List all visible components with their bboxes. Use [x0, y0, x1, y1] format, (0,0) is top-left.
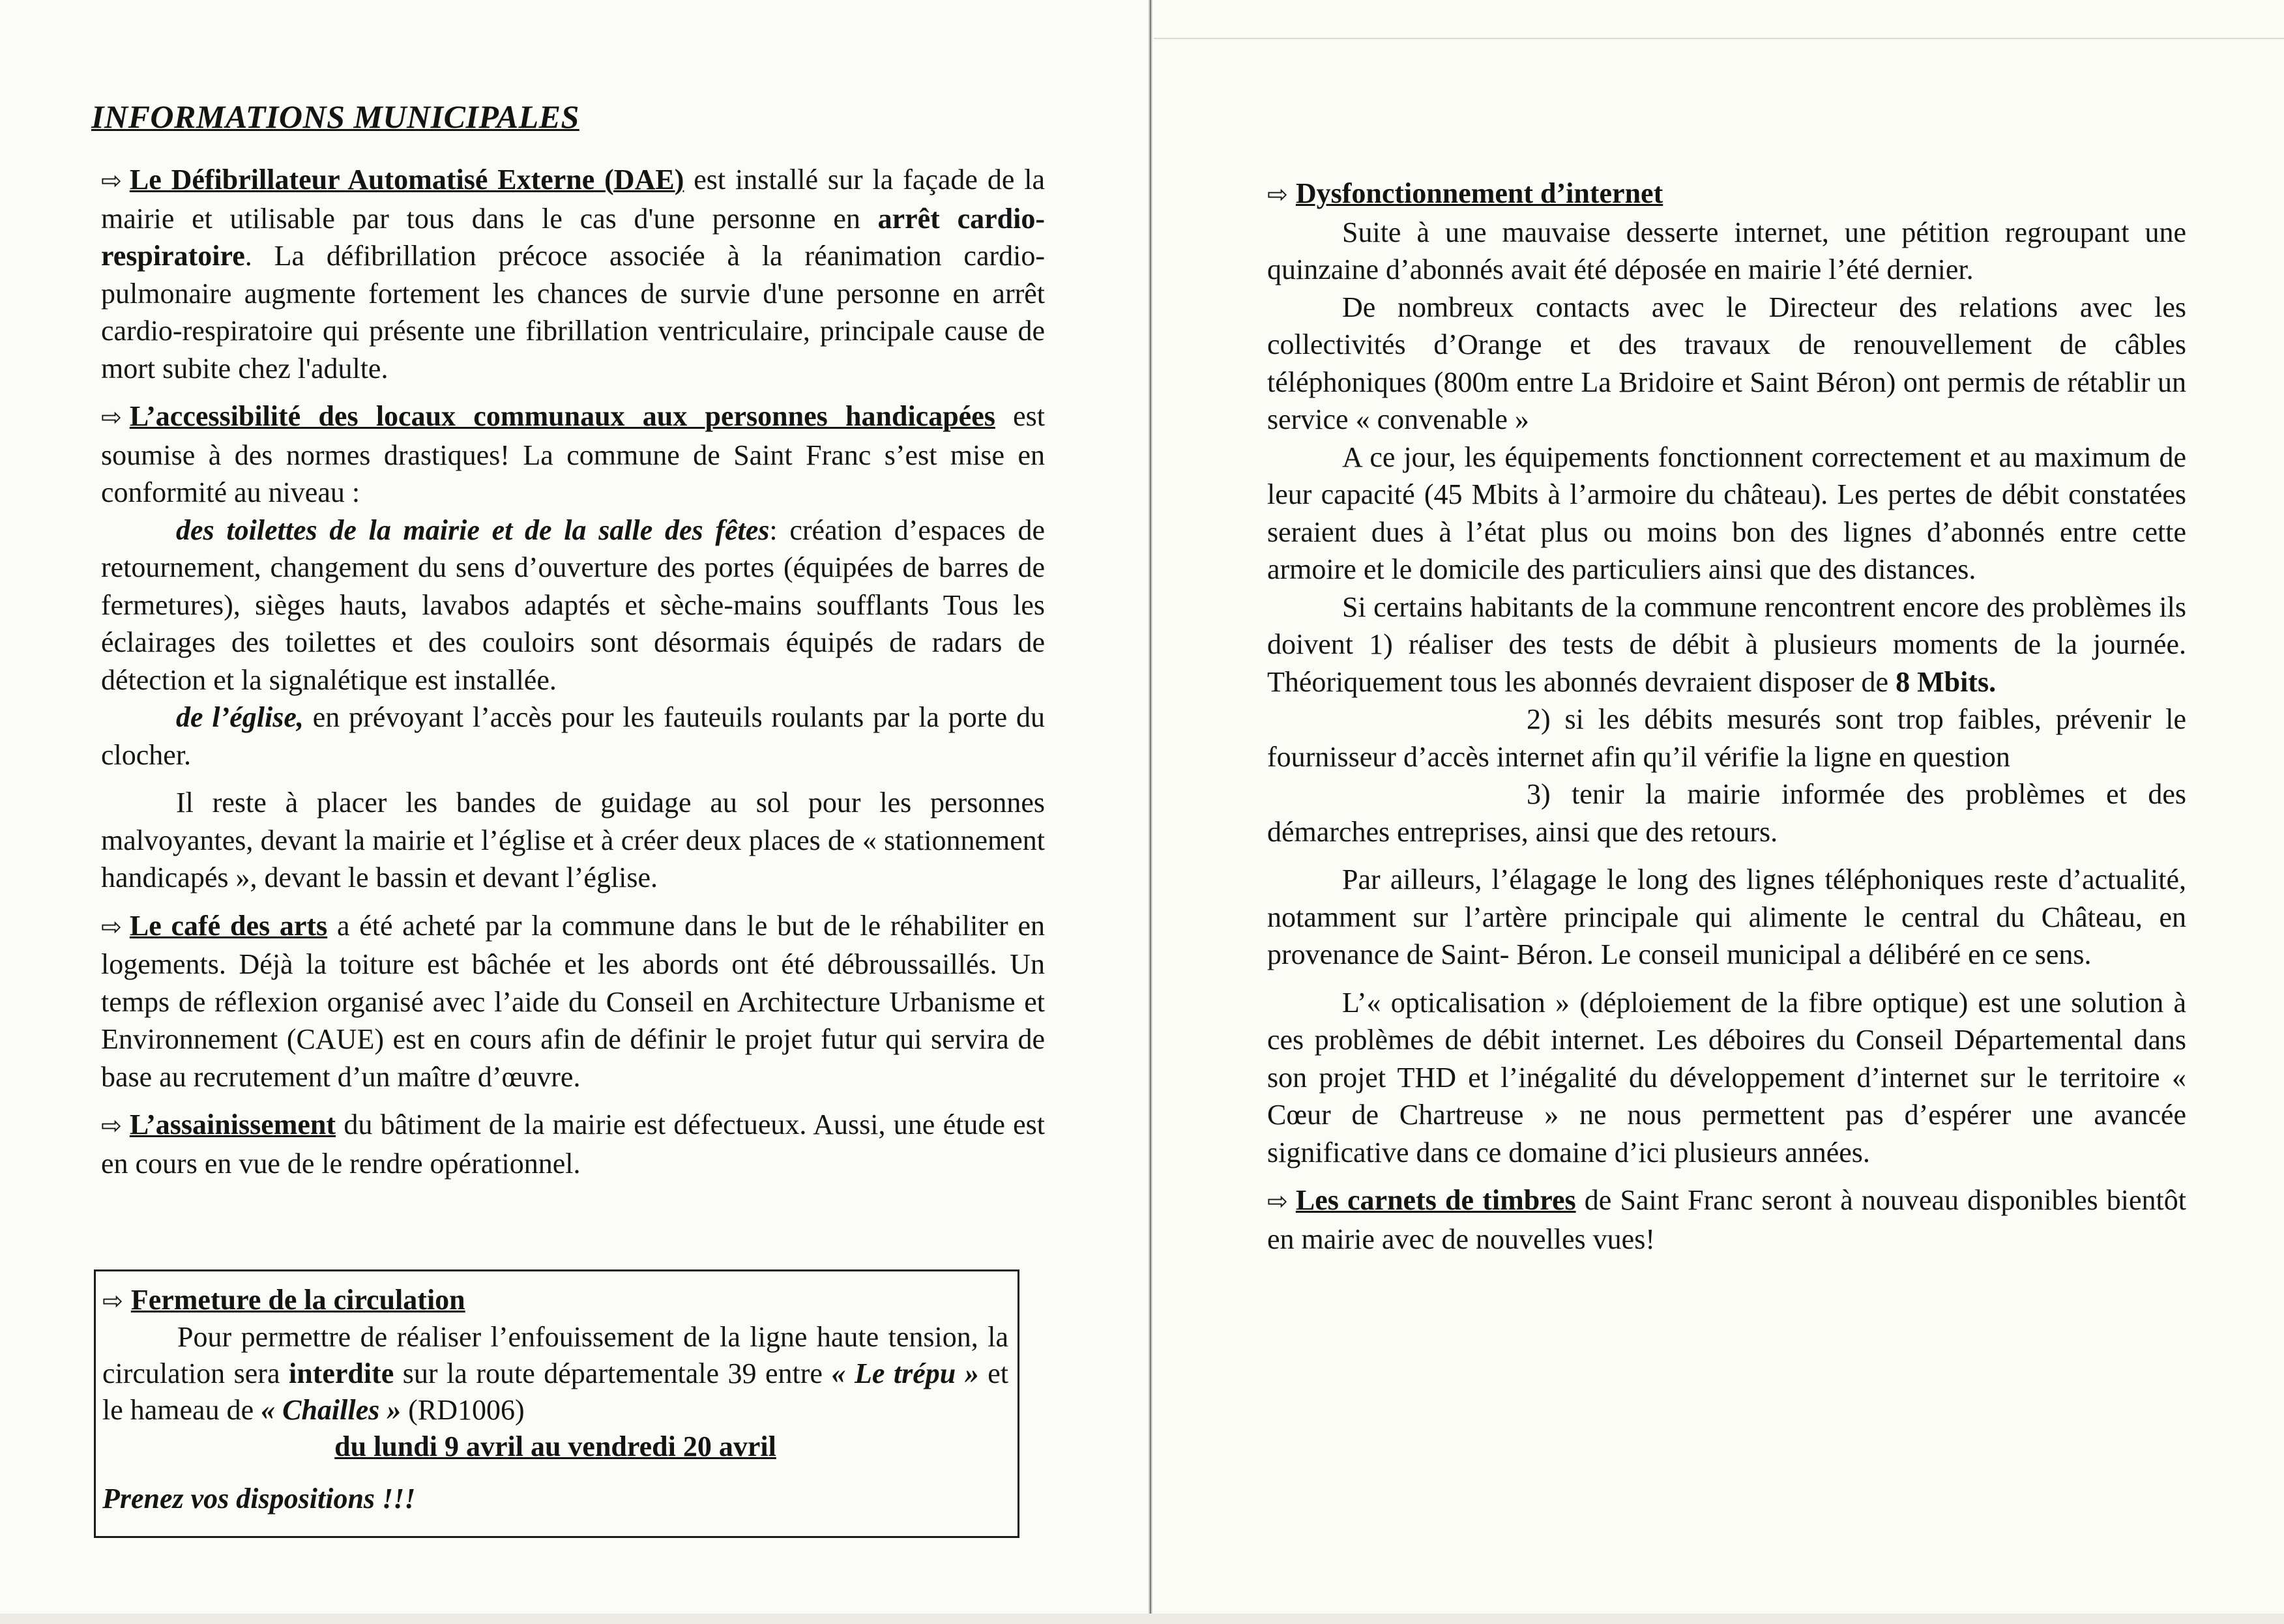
paragraph: 2) si les débits mesurés sont trop faibles, prévenir le fournisseur d’accès internet afin qu’il vérifie la ligne en question [1267, 703, 2186, 773]
place-name: « Le trépu » [831, 1357, 979, 1389]
arrow-icon: ⇨ [101, 912, 122, 941]
notice-closing: Prenez vos dispositions !!! [102, 1483, 416, 1515]
paragraph-text: : création d’espaces de retournement, changement du sens d’ouverture des portes (équipées de barres de fermetures), sièges hauts, lavabos adaptés et sèche-mains soufflants Tous les éclairages des toilettes et des couloirs sont désormais équipés de radars de détection et la signalétique est installée. [101, 514, 1045, 696]
arrow-icon: ⇨ [101, 403, 122, 431]
section-internet [1267, 175, 2186, 214]
section-title: L’assainissement [129, 1109, 336, 1140]
section-text: a été acheté par la commune dans le but de le réhabiliter en logements. Déjà la toiture est bâchée et les abords ont été débroussaillés. Un temps de réflexion organisé avec l’aide du Conseil en Architecture Urbanisme et Environnement (CAUE) est en cours afin de définir le projet futur qui servira de base au recrutement d’un maître d’œuvre. [101, 909, 1045, 1093]
lead-text: des toilettes de la mairie et de la salle des fêtes [176, 514, 770, 546]
place-name: « Chailles » [261, 1394, 402, 1426]
section-title: Dysfonctionnement d’internet [1295, 177, 1663, 209]
arrow-icon: ⇨ [102, 1286, 123, 1315]
right-column [1267, 175, 2186, 1258]
section-timbres [1267, 1182, 2186, 1258]
bold-text: interdite [289, 1357, 394, 1389]
notice-text-part: et le hameau de [102, 1357, 1008, 1426]
notice-text-part: sur la route départementale 39 entre [394, 1357, 832, 1389]
section-title: L’accessibilité des locaux communaux aux personnes handicapées [129, 400, 995, 432]
arrow-icon: ⇨ [1267, 1187, 1288, 1215]
arrow-icon: ⇨ [1267, 180, 1288, 209]
notice-dates-line [102, 1428, 1008, 1465]
paragraph [101, 699, 1045, 774]
notice-text-part: (RD1006) [401, 1394, 525, 1426]
paragraph: A ce jour, les équipements fonctionnent correctement et au maximum de leur capacité (45 Mbits à l’armoire du château). Les pertes de débit constatées seraient dues à l’état plus ou moins bon des lignes d’abonnés entre cette armoire et le domicile des particuliers ainsi que des distances. [1267, 441, 2186, 585]
top-divider [1154, 38, 2284, 39]
paragraph: Par ailleurs, l’élagage le long des lignes téléphoniques reste d’actualité, notamment sur l’artère principale qui alimente le central du Château, en provenance de Saint- Béron. Le conseil municipal a délibéré en ce sens. [1267, 863, 2186, 970]
paragraph: Suite à une mauvaise desserte internet, une pétition regroupant une quinzaine d’abonnés avait été déposée en mairie l’été dernier. [1267, 216, 2186, 285]
notice-text [102, 1319, 1008, 1428]
paragraph-text: en prévoyant l’accès pour les fauteuils roulants par la porte du clocher. [101, 701, 1045, 771]
page-heading: INFORMATIONS MUNICIPALES [91, 98, 579, 135]
notice-title: Fermeture de la circulation [130, 1284, 465, 1316]
section-text: de Saint Franc seront à nouveau disponibles bientôt en mairie avec de nouvelles vues! [1267, 1184, 2186, 1255]
section-title: Les carnets de timbres [1295, 1184, 1576, 1216]
notice-box [94, 1269, 1019, 1538]
notice-text-part: Pour permettre de réaliser l’enfouissement de la ligne haute tension, la circulation sera [102, 1321, 1008, 1389]
section-accessibilite [101, 398, 1045, 512]
section-title: Le Défibrillateur Automatisé Externe (DAE) [129, 164, 684, 196]
paragraph: L’« opticalisation » (déploiement de la fibre optique) est une solution à ces problèmes de débit internet. Les déboires du Conseil Départemental dans son projet THD et l’inégalité du développement d’internet sur le territoire « Cœur de Chartreuse » ne nous permettent pas d’espérer une avancée significative dans ce domaine d’ici plusieurs années. [1267, 986, 2186, 1168]
arrow-icon: ⇨ [101, 1111, 122, 1140]
paragraph-text: Si certains habitants de la commune rencontrent encore des problèmes ils doivent 1) réaliser des tests de débit à plusieurs moments de la journée. Théoriquement tous les abonnés devraient disposer de [1267, 590, 2186, 698]
fold-line [1150, 0, 1151, 1624]
left-column [101, 161, 1045, 1182]
paragraph: Il reste à placer les bandes de guidage au sol pour les personnes malvoyantes, devant la mairie et l’église et à créer deux places de « stationnement handicapés », devant le bassin et devant l’église. [101, 787, 1045, 893]
section-cafe [101, 907, 1045, 1096]
paragraph [1267, 588, 2186, 701]
section-assainissement [101, 1106, 1045, 1182]
notice-title-line [102, 1282, 1008, 1319]
lead-text: de l’église, [176, 701, 304, 733]
section-title: Le café des arts [129, 909, 328, 942]
paragraph: 3) tenir la mairie informée des problèmes et des démarches entreprises, ainsi que des retours. [1267, 778, 2186, 848]
notice-dates: du lundi 9 avril au vendredi 20 avril [334, 1430, 776, 1462]
section-text: du bâtiment de la mairie est défectueux. Aussi, une étude est en cours en vue de le rendre opérationnel. [101, 1109, 1045, 1180]
bottom-edge [0, 1614, 2284, 1624]
paragraph: De nombreux contacts avec le Directeur des relations avec les collectivités d’Orange et des travaux de renouvellement de câbles téléphoniques (800m entre La Bridoire et Saint Béron) ont permis de rétablir un service « convenable » [1267, 291, 2186, 435]
paragraph [101, 512, 1045, 699]
section-dae [101, 161, 1045, 387]
bold-text: 8 Mbits. [1896, 665, 1997, 698]
section-text: . La défibrillation précoce associée à la réanimation cardio-pulmonaire augmente fortement les chances de survie d'une personne en arrêt cardio-respiratoire qui présente une fibrillation ventriculaire, principale cause de mort subite chez l'adulte. [101, 240, 1045, 384]
bold-text: arrêt cardio-respiratoire [101, 202, 1045, 272]
section-text: est soumise à des normes drastiques! La commune de Saint Franc s’est mise en conformité au niveau : [101, 400, 1045, 508]
section-text: est installé sur la façade de la mairie et utilisable par tous dans le cas d'une personne en [101, 164, 1045, 235]
arrow-icon: ⇨ [101, 166, 122, 195]
